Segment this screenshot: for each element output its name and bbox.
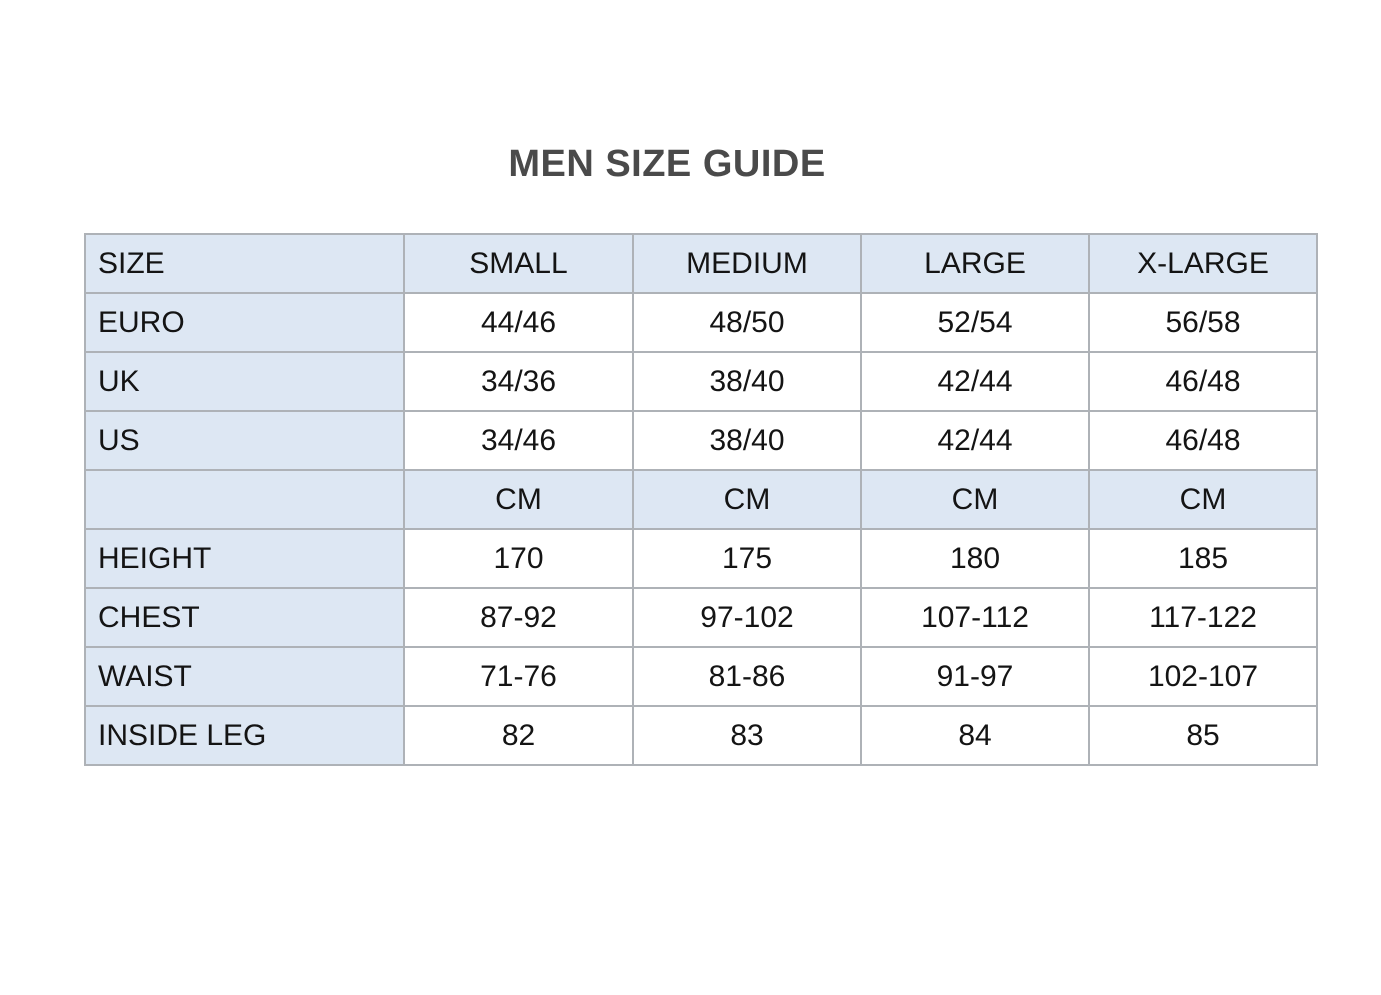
data-cell: 42/44 [861, 352, 1089, 411]
row-label-chest: CHEST [85, 588, 404, 647]
row-label-waist: WAIST [85, 647, 404, 706]
data-cell: 91-97 [861, 647, 1089, 706]
data-cell: 87-92 [404, 588, 633, 647]
row-chest [85, 588, 1317, 647]
page-title: MEN SIZE GUIDE [508, 143, 826, 185]
data-cell: 81-86 [633, 647, 861, 706]
header-cell-small: SMALL [404, 234, 633, 293]
row-label-inside-leg: INSIDE LEG [85, 706, 404, 765]
data-cell: 83 [633, 706, 861, 765]
row-label-euro: EURO [85, 293, 404, 352]
row-label-us: US [85, 411, 404, 470]
data-cell: 102-107 [1089, 647, 1317, 706]
row-label-height: HEIGHT [85, 529, 404, 588]
row-waist [85, 647, 1317, 706]
data-cell: 82 [404, 706, 633, 765]
data-cell: 42/44 [861, 411, 1089, 470]
unit-cell-cm: CM [1089, 470, 1317, 529]
header-cell-x-large: X-LARGE [1089, 234, 1317, 293]
row-units-cm [85, 470, 1317, 529]
row-euro [85, 293, 1317, 352]
data-cell: 85 [1089, 706, 1317, 765]
data-cell: 46/48 [1089, 411, 1317, 470]
row-inside-leg [85, 706, 1317, 765]
data-cell: 38/40 [633, 352, 861, 411]
data-cell: 117-122 [1089, 588, 1317, 647]
data-cell: 46/48 [1089, 352, 1317, 411]
data-cell: 52/54 [861, 293, 1089, 352]
table-header-row [85, 234, 1317, 293]
data-cell: 170 [404, 529, 633, 588]
data-cell: 38/40 [633, 411, 861, 470]
data-cell: 97-102 [633, 588, 861, 647]
data-cell: 34/36 [404, 352, 633, 411]
unit-cell-cm: CM [633, 470, 861, 529]
data-cell: 56/58 [1089, 293, 1317, 352]
data-cell: 34/46 [404, 411, 633, 470]
unit-cell-cm: CM [861, 470, 1089, 529]
data-cell: 44/46 [404, 293, 633, 352]
row-uk [85, 352, 1317, 411]
data-cell: 84 [861, 706, 1089, 765]
data-cell: 48/50 [633, 293, 861, 352]
data-cell: 180 [861, 529, 1089, 588]
row-height [85, 529, 1317, 588]
row-label-uk: UK [85, 352, 404, 411]
data-cell: 71-76 [404, 647, 633, 706]
row-label-empty [85, 470, 404, 529]
header-cell-medium: MEDIUM [633, 234, 861, 293]
unit-cell-cm: CM [404, 470, 633, 529]
data-cell: 185 [1089, 529, 1317, 588]
data-cell: 107-112 [861, 588, 1089, 647]
header-cell-large: LARGE [861, 234, 1089, 293]
row-us [85, 411, 1317, 470]
size-guide-table [84, 233, 1318, 766]
header-cell-size: SIZE [85, 234, 404, 293]
data-cell: 175 [633, 529, 861, 588]
